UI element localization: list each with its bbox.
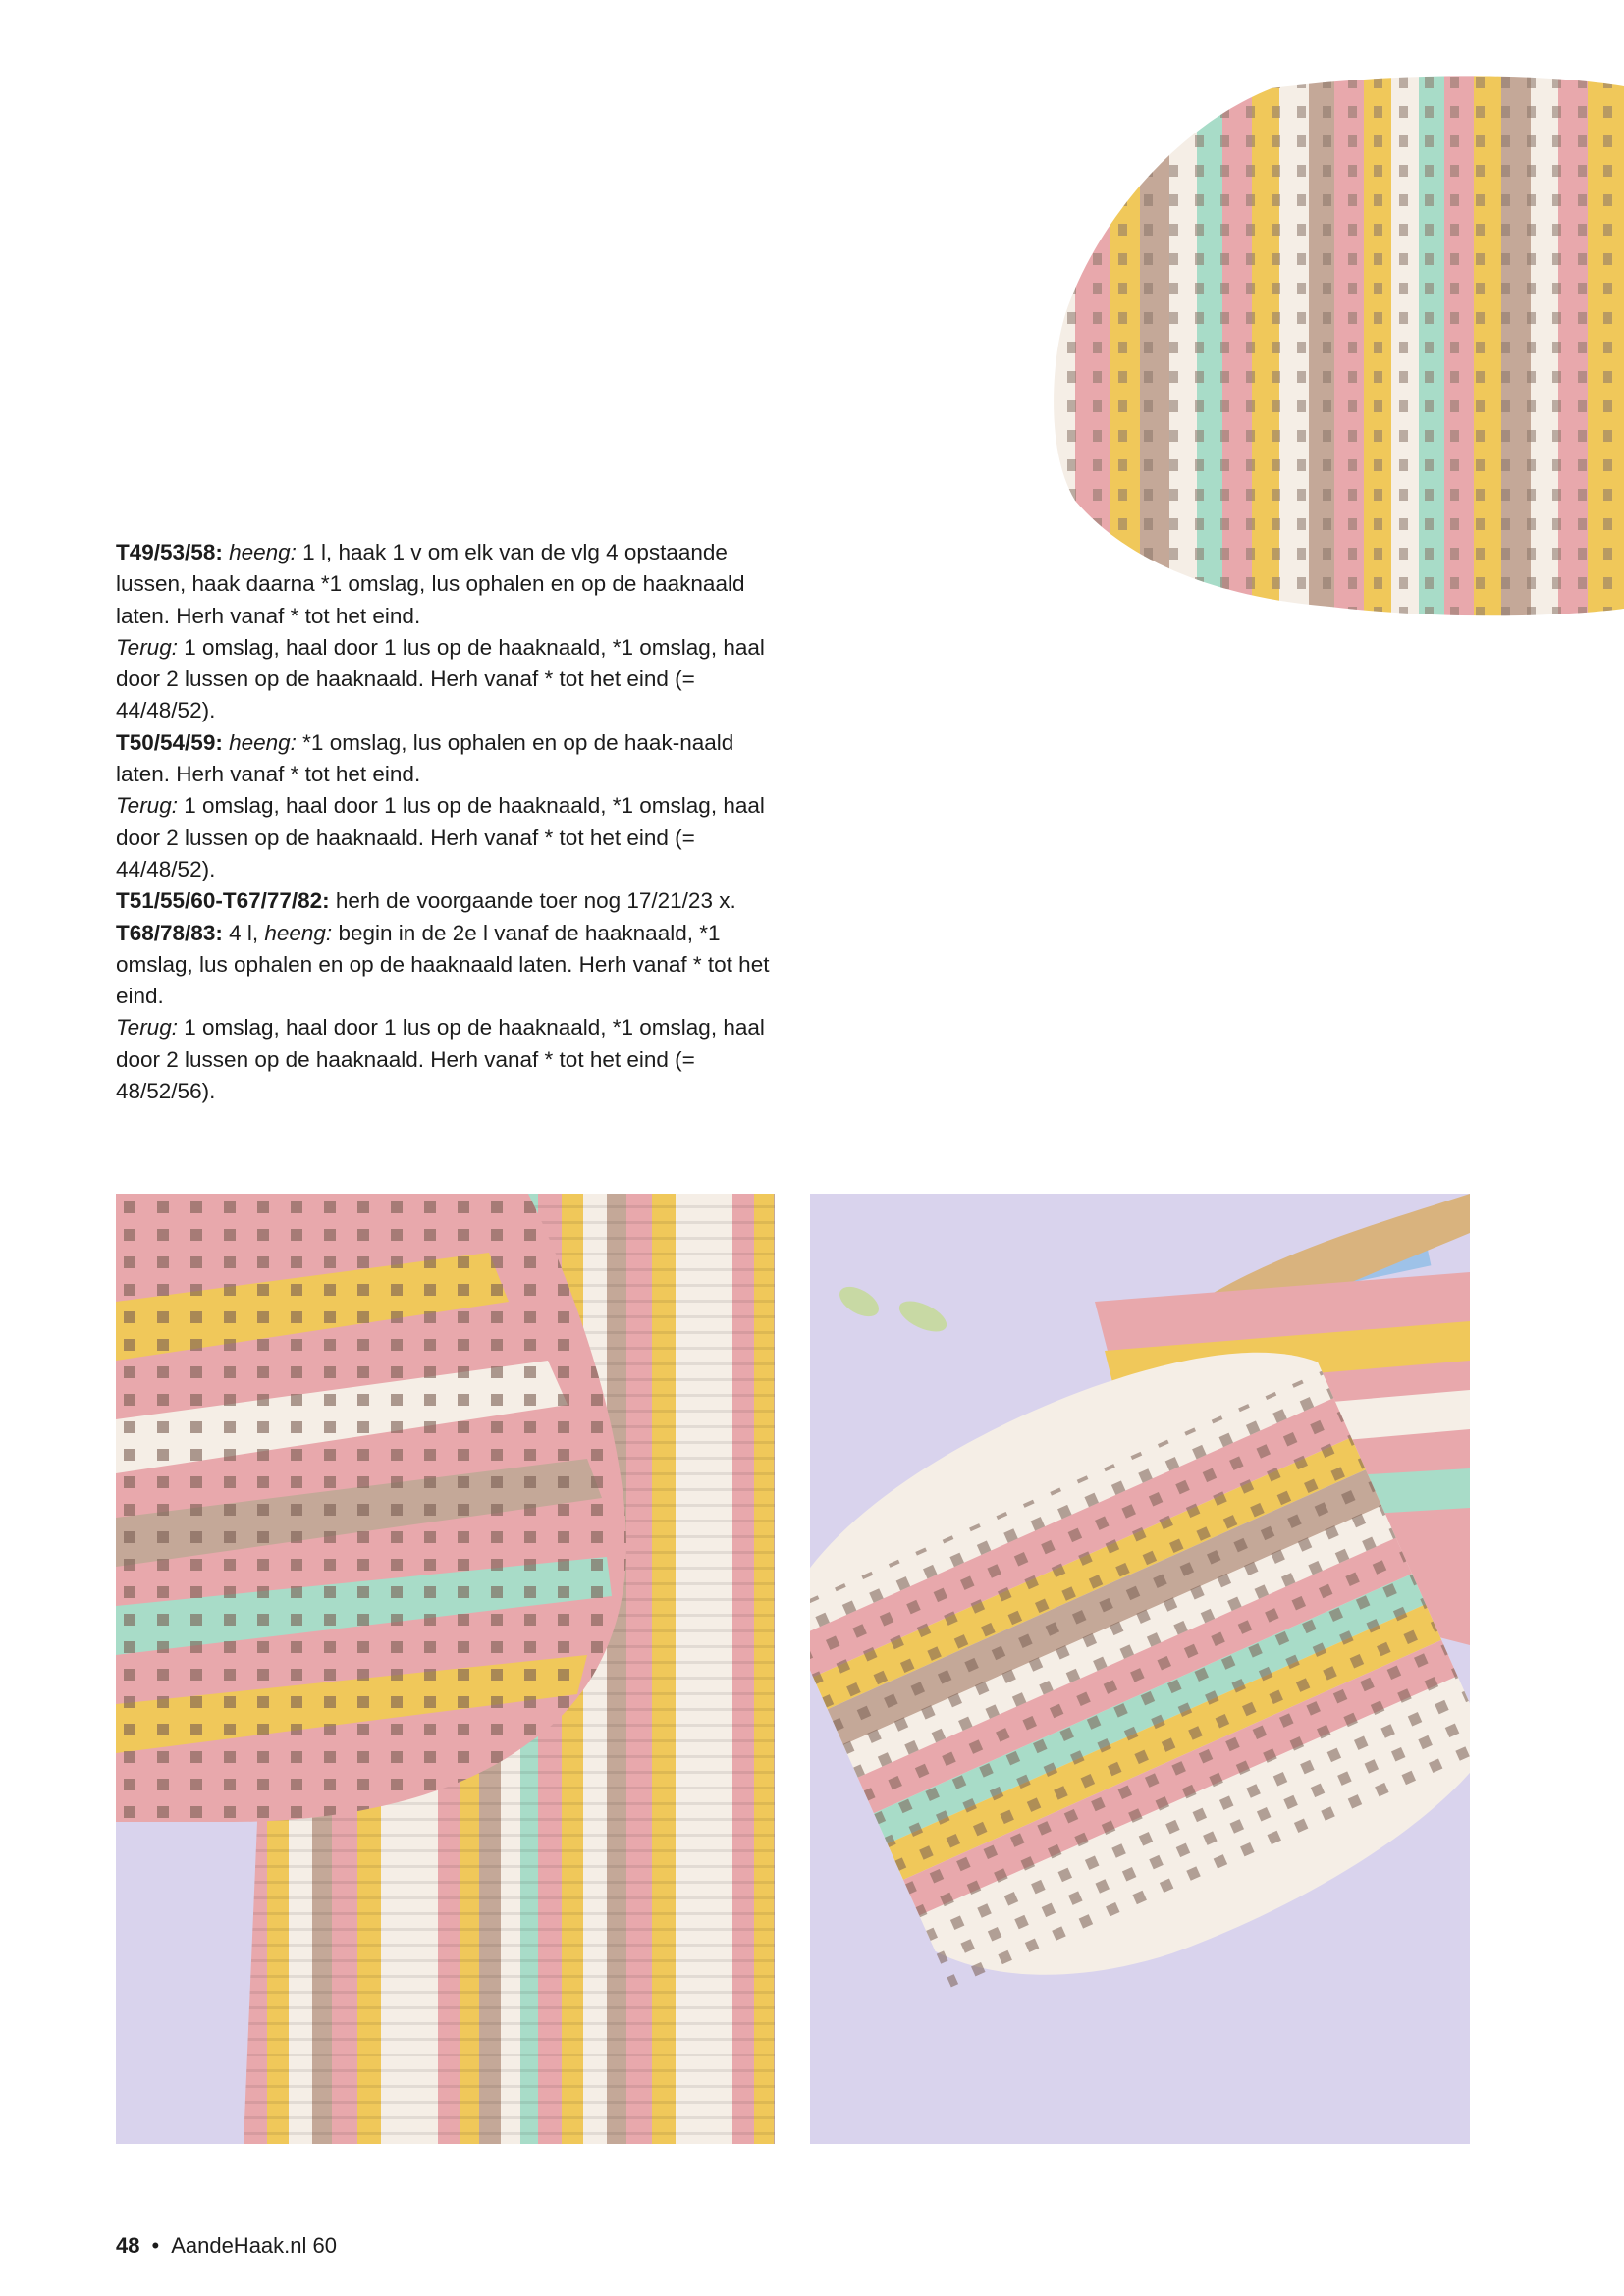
- page-footer: [116, 2231, 337, 2261]
- sleeve-cuff-image: [116, 1194, 775, 2144]
- instruction-row-51: T51/55/60-T67/77/82: herh de voorgaande toer nog 17/21/23 x.: [116, 888, 736, 914]
- page-number: 48: [116, 2233, 140, 2258]
- pattern-instructions: [116, 537, 793, 1107]
- footer-separator: •: [151, 2233, 160, 2258]
- instruction-row-49: T49/53/58: heeng: 1 l, haak 1 v om elk van de vlg 4 opstaande lussen, haak daarna *1 omslag, lus ophalen en op de haaknaald laten. Herh vanaf * tot het eind.: [116, 540, 745, 628]
- row-label: T51/55/60-T67/77/82:: [116, 888, 330, 914]
- instruction-row-50-return: Terug: 1 omslag, haal door 1 lus op de haaknaald, *1 omslag, haal door 2 lussen op de haaknaald. Herh vanaf * tot het eind (= 44/48/52).: [116, 793, 765, 881]
- row-label: T68/78/83:: [116, 920, 223, 945]
- photo-sweater-hanger: [810, 1194, 1470, 2144]
- sweater-hanger-image: [810, 1194, 1470, 2144]
- photo-sleeve-closeup: [1036, 69, 1624, 618]
- instruction-row-68-return: Terug: 1 omslag, haal door 1 lus op de haaknaald, *1 omslag, haal door 2 lussen op de haaknaald. Herh vanaf * tot het eind (= 48/52/56).: [116, 1015, 765, 1104]
- instruction-row-50: T50/54/59: heeng: *1 omslag, lus ophalen en op de haak-naald laten. Herh vanaf * tot het eind.: [116, 729, 734, 787]
- sleeve-closeup-image: [1036, 69, 1624, 618]
- instruction-row-68: T68/78/83: 4 l, heeng: begin in de 2e l vanaf de haaknaald, *1 omslag, lus ophalen en op de haaknaald laten. Herh vanaf * tot het eind.: [116, 920, 770, 1009]
- publication-name: AandeHaak.nl 60: [171, 2233, 337, 2258]
- instruction-row-49-return: Terug: 1 omslag, haal door 1 lus op de haaknaald, *1 omslag, haal door 2 lussen op de haaknaald. Herh vanaf * tot het eind (= 44/48/52).: [116, 634, 765, 723]
- row-label: T49/53/58:: [116, 540, 223, 564]
- photo-sleeve-cuff: [116, 1194, 775, 2144]
- row-label: T50/54/59:: [116, 729, 223, 755]
